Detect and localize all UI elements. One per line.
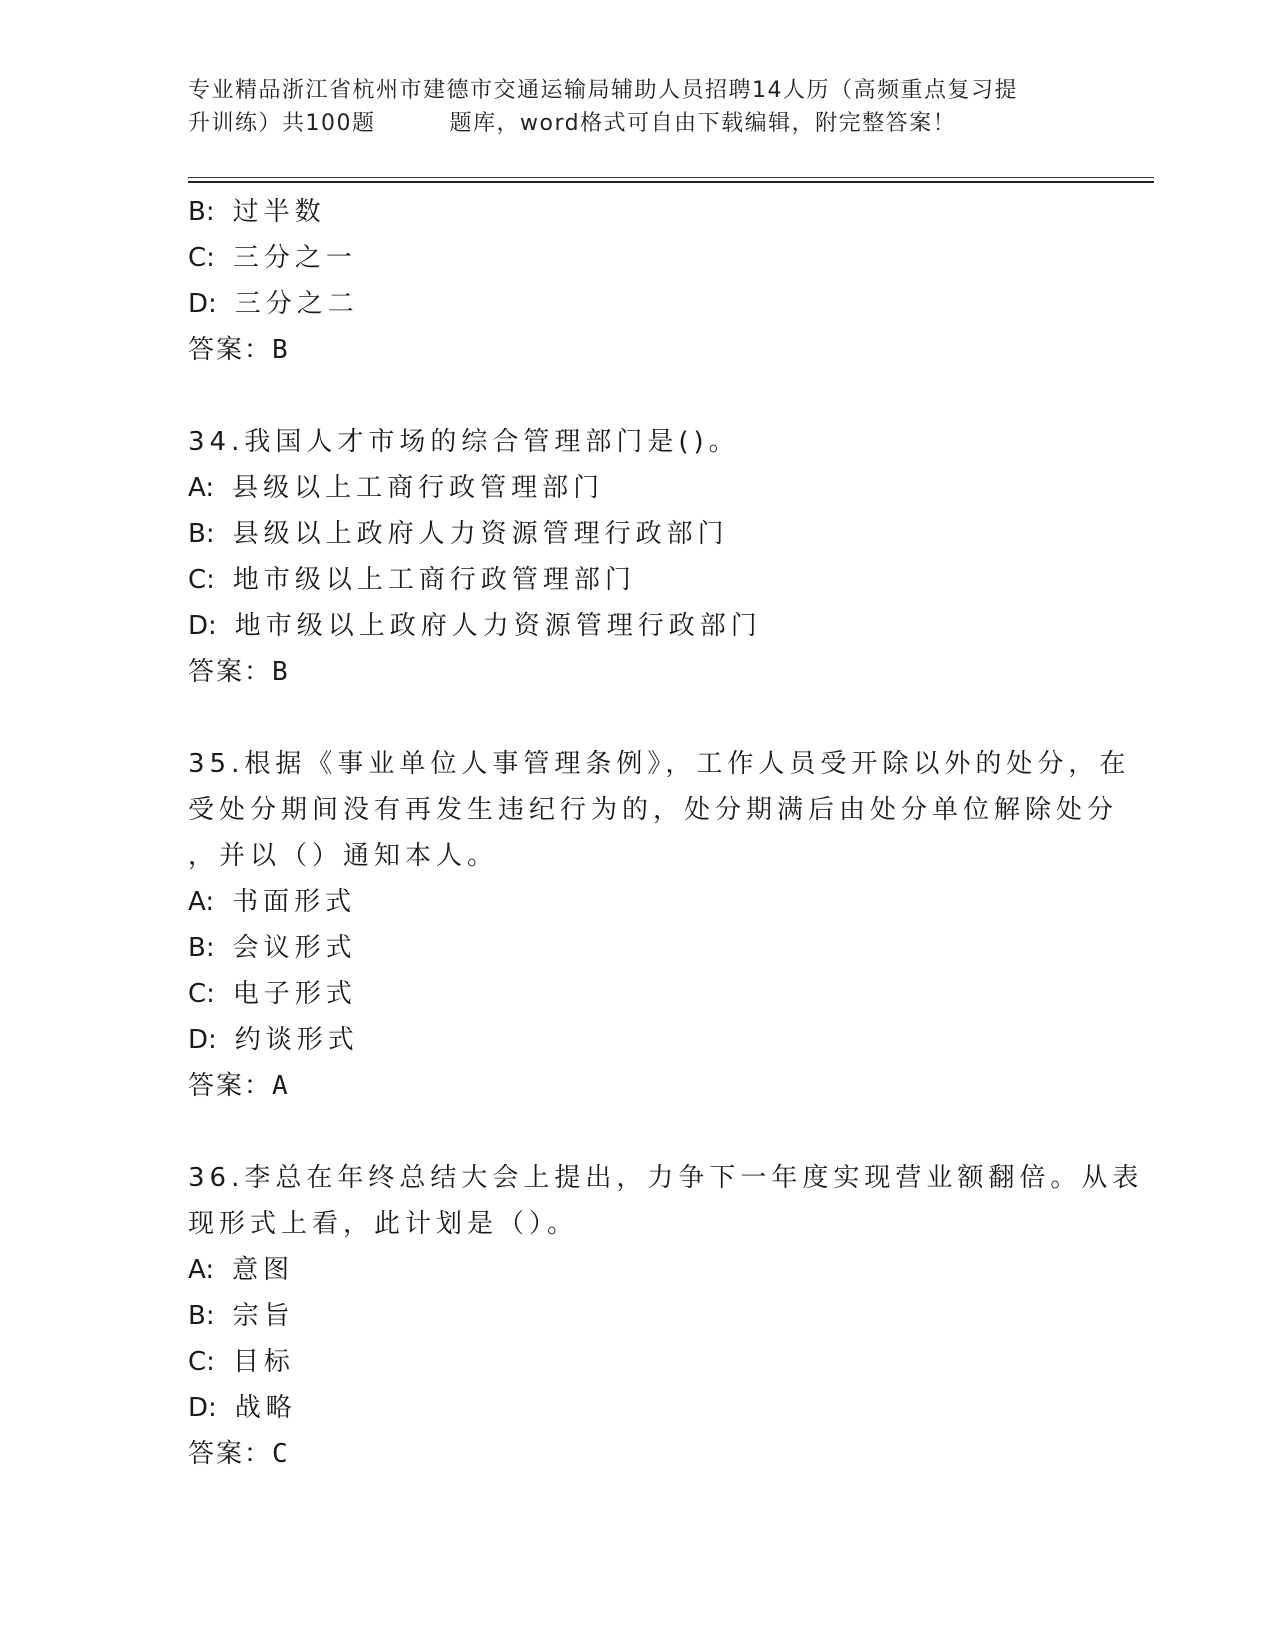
header-line-1: 专业精品浙江省杭州市建德市交通运输局辅助人员招聘14人历（高频重点复习提 (188, 78, 1018, 103)
question-text-line: 36.李总在年终总结大会上提出，力争下一年度实现营业额翻倍。从表 (188, 1163, 1144, 1193)
option-text: 约谈形式 (234, 1025, 359, 1055)
option-text: 目标 (232, 1347, 295, 1377)
option-text: 地市级以上工商行政管理部门 (232, 565, 636, 595)
option-text: 三分之二 (234, 289, 359, 319)
question-text-line: 34.我国人才市场的综合管理部门是()。 (188, 427, 740, 457)
header-line-2-part-a: 升训练）共100题 (188, 111, 376, 136)
answer-line (188, 327, 1088, 373)
option-text: 会议形式 (232, 933, 357, 963)
option-c (188, 557, 1088, 603)
option-d (188, 603, 1088, 649)
page-header (188, 74, 1068, 140)
option-c (188, 971, 1088, 1017)
option-d (188, 1017, 1088, 1063)
option-a (188, 879, 1088, 925)
option-key: B: (188, 933, 215, 963)
option-text: 地市级以上政府人力资源管理行政部门 (234, 611, 762, 641)
question-text (188, 419, 1088, 465)
option-key: B: (188, 1301, 215, 1331)
answer-label: 答案： (188, 657, 273, 687)
answer-line (188, 1431, 1088, 1477)
question-list (188, 189, 1144, 1477)
answer-line (188, 649, 1088, 695)
option-a (188, 465, 1088, 511)
option-text: 书面形式 (232, 887, 357, 917)
option-b (188, 511, 1088, 557)
question-text-line: ，并以（）通知本人。 (188, 841, 499, 871)
option-d (188, 1385, 1088, 1431)
answer-label: 答案： (188, 1439, 273, 1469)
question-text-line: 现形式上看，此计划是（）。 (188, 1209, 579, 1239)
question-36 (188, 1155, 1144, 1477)
option-text: 电子形式 (232, 979, 357, 1009)
option-key: C: (188, 243, 215, 273)
question-33-tail (188, 189, 1088, 373)
option-text: 三分之一 (232, 243, 357, 273)
answer-value: B (272, 657, 288, 687)
answer-line (188, 1063, 1088, 1109)
option-key: A: (188, 1255, 215, 1285)
option-key: D: (188, 1025, 217, 1055)
header-line-2-part-b: 题库，word格式可自由下载编辑，附完整答案！ (449, 111, 957, 136)
option-text: 战略 (234, 1393, 297, 1423)
option-key: A: (188, 887, 215, 917)
question-text-line: 受处分期间没有再发生违纪行为的，处分期满后由处分单位解除处分 (188, 795, 1119, 825)
header-line-2 (188, 107, 1068, 140)
option-b (188, 189, 1088, 235)
option-key: C: (188, 565, 215, 595)
option-c (188, 235, 1088, 281)
option-key: A: (188, 473, 215, 503)
option-key: D: (188, 611, 217, 641)
option-key: B: (188, 519, 215, 549)
question-text-line: 35.根据《事业单位人事管理条例》，工作人员受开除以外的处分，在 (188, 749, 1131, 779)
option-key: D: (188, 289, 217, 319)
option-text: 宗旨 (232, 1301, 295, 1331)
option-key: C: (188, 1347, 215, 1377)
question-34 (188, 419, 1088, 695)
option-b (188, 925, 1088, 971)
answer-value: A (272, 1071, 288, 1101)
question-text (188, 741, 1131, 879)
option-key: C: (188, 979, 215, 1009)
answer-label: 答案： (188, 335, 273, 365)
option-text: 县级以上政府人力资源管理行政部门 (232, 519, 729, 549)
option-key: B: (188, 197, 215, 227)
option-c (188, 1339, 1088, 1385)
question-text (188, 1155, 1144, 1247)
answer-label: 答案： (188, 1071, 273, 1101)
answer-value: B (272, 335, 288, 365)
header-rule-thin (188, 177, 1154, 178)
option-d (188, 281, 1088, 327)
option-key: D: (188, 1393, 217, 1423)
option-a (188, 1247, 1088, 1293)
option-text: 过半数 (232, 197, 326, 227)
option-text: 意图 (232, 1255, 295, 1285)
answer-value: C (272, 1439, 288, 1469)
option-b (188, 1293, 1088, 1339)
header-rule-thick (188, 181, 1154, 183)
question-35 (188, 741, 1131, 1109)
option-text: 县级以上工商行政管理部门 (232, 473, 605, 503)
